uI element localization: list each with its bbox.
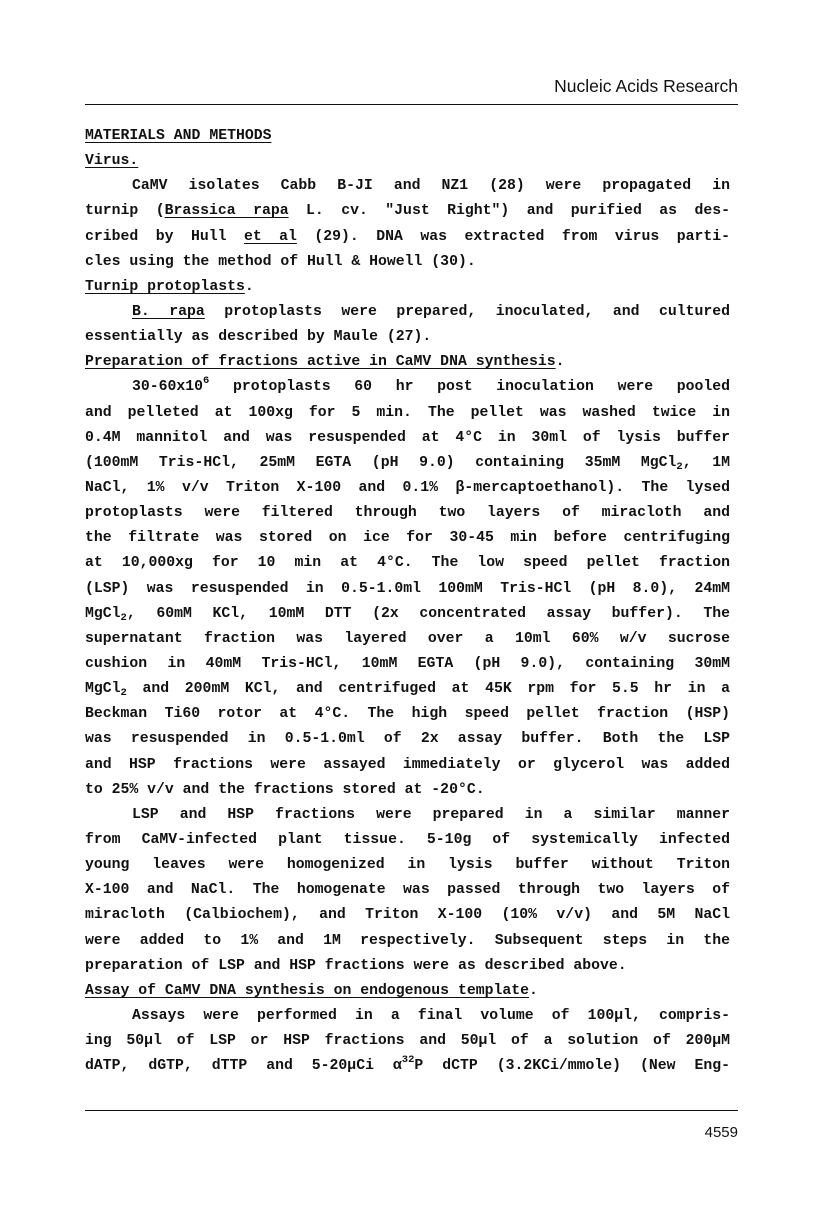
fractions-line-5: NaCl, 1% v/v Triton X-100 and 0.1% β-mercaptoethanol). The lysed: [85, 479, 730, 496]
fractions-line-8: at 10,000xg for 10 min at 4°C. The low speed pellet fraction: [85, 555, 730, 572]
virus-line-1: CaMV isolates Cabb B-JI and NZ1 (28) were propagated in: [132, 178, 730, 195]
fractions-line-6: protoplasts were filtered through two layers of miracloth and: [85, 505, 730, 522]
fractions-line-10: MgCl$_2$, 60mM KCl, 10mM DTT (2x concentrated assay buffer). The: [85, 605, 730, 624]
fractions-p2-line-1: LSP and HSP fractions were prepared in a similar manner: [132, 806, 730, 823]
fractions-line-16: and HSP fractions were assayed immediately or glycerol was added: [85, 756, 730, 773]
fractions-p2-line-7: preparation of LSP and HSP fractions were as described above.: [85, 957, 627, 974]
et-al: et al: [243, 228, 297, 245]
fractions-line-14: Beckman Ti60 rotor at 4°C. The high speed pellet fraction (HSP): [85, 706, 730, 723]
virus-heading: Virus.: [85, 153, 139, 170]
virus-line-4: cles using the method of Hull & Howell (30).: [85, 253, 476, 270]
section-title: MATERIALS AND METHODS: [85, 128, 272, 144]
fractions-p2-line-3: young leaves were homogenized in lysis buffer without Triton: [85, 857, 730, 874]
journal-title: Nucleic Acids Research: [554, 76, 738, 96]
protoplasts-line-1: B. rapa protoplasts were prepared, inoculated, and cultured: [132, 303, 730, 320]
species-abbrev: B. rapa: [132, 303, 205, 320]
fractions-line-11: supernatant fraction was layered over a 10ml 60% w/v sucrose: [85, 630, 730, 647]
page-number: 4559: [704, 1124, 738, 1141]
fractions-line-17: to 25% v/v and the fractions stored at -20°C.: [85, 781, 485, 798]
assay-line-1: Assays were performed in a final volume of 100µl, compris-: [132, 1007, 730, 1024]
fractions-line-12: cushion in 40mM Tris-HCl, 10mM EGTA (pH 9.0), containing 30mM: [85, 655, 730, 672]
fractions-line-9: (LSP) was resuspended in 0.5-1.0ml 100mM Tris-HCl (pH 8.0), 24mM: [85, 580, 730, 597]
assay-heading: Assay of CaMV DNA synthesis on endogenous template: [85, 982, 529, 999]
fractions-p2-line-6: were added to 1% and 1M respectively. Subsequent steps in the: [85, 932, 730, 949]
virus-line-3: cribed by Hull et al (29). DNA was extracted from virus parti-: [85, 228, 730, 245]
virus-line-2: turnip (Brassica rapa L. cv. "Just Right") and purified as des-: [85, 203, 730, 220]
fractions-p2-line-2: from CaMV-infected plant tissue. 5-10g of systemically infected: [85, 831, 730, 848]
fractions-line-2: and pelleted at 100xg for 5 min. The pellet was washed twice in: [85, 404, 730, 421]
protoplasts-line-2: essentially as described by Maule (27).: [85, 329, 432, 346]
fractions-p2-line-4: X-100 and NaCl. The homogenate was passed through two layers of: [85, 882, 730, 899]
footer-rule: [85, 1110, 738, 1111]
fractions-line-13: MgCl$_2$ and 200mM KCl, and centrifuged at 45K rpm for 5.5 hr in a: [85, 681, 730, 700]
article-body: MATERIALS AND METHODS Virus. CaMV isolates Cabb B-JI and NZ1 (28) were propagated in turnip (Brassica rapa L. cv. "Just Right") and purified as des- cribed by Hull et al (29). DNA was extracted from virus parti- cles using the method of Hull & Howell (30). Turnip protoplasts. B. rapa protoplasts were prepared, inoculated, and cultured essentially as described by Maule (27). Preparation of fractions active in CaMV DNA synthesis. $30-60x10^6$ protoplasts 60 hr post inoculation were pooled and pelleted at 100xg for 5 min. The pellet was washed twice in 0.4M mannitol and was resuspended at 4°C in 30ml of lysis buffer (100mM Tris-HCl, 25mM EGTA (pH 9.0) containing 35mM MgCl$_2$, 1M NaCl, 1% v/v Triton X-100 and 0.1% β-mercaptoethanol). The lysed protoplasts were filtered through two layers of miracloth and the filtrate was stored on ice for 30-45 min before centrifuging at 10,000xg for 10 min at 4°C. The low speed pellet fraction (LSP) was resuspended in 0.5-1.0ml 100mM Tris-HCl (pH 8.0), 24mM MgCl$_2$, 60mM KCl, 10mM DTT (2x concentrated assay buffer). The supernatant fraction was layered over a 10ml 60% w/v sucrose cushion in 40mM Tris-HCl, 10mM EGTA (pH 9.0), containing 30mM MgCl$_2$ and 200mM KCl, and centrifuged at 45K rpm for 5.5 hr in a Beckman Ti60 rotor at 4°C. The high speed pellet fraction (HSP) was resuspended in 0.5-1.0ml of 2x assay buffer. Both the LSP and HSP fractions were assayed immediately or glycerol was added to 25% v/v and the fractions stored at -20°C. LSP and HSP fractions were prepared in a similar manner from CaMV-infected plant tissue. 5-10g of systemically infected young leaves were homogenized in lysis buffer without Triton X-100 and NaCl. The homogenate was passed through two layers of miracloth (Calbiochem), and Triton X-100 (10% v/v) and 5M NaCl were added to 1% and 1M respectively. Subsequent steps in the preparation of LSP and HSP fractions were as described above. Assay of CaMV DNA synthesis on endogenous template. Assays were performed in a final volume of 100µl, compris- ing 50µl of LSP or HSP fractions and 50µl of a solution of 200µM dATP, dGTP, dTTP and 5-20µCi $\alpha^{32}P$ dCTP (3.2KCi/mmole) (New Eng-: [85, 124, 730, 1079]
assay-line-2: ing 50µl of LSP or HSP fractions and 50µl of a solution of 200µM: [85, 1033, 730, 1050]
assay-line-3: dATP, dGTP, dTTP and 5-20µCi $\alpha^{32}P$ dCTP (3.2KCi/mmole) (New Eng-: [85, 1054, 730, 1075]
species-name: Brassica rapa: [164, 203, 289, 220]
protoplasts-heading: Turnip protoplasts: [85, 278, 245, 295]
fractions-line-4: (100mM Tris-HCl, 25mM EGTA (pH 9.0) containing 35mM MgCl$_2$, 1M: [85, 454, 730, 473]
fractions-heading: Preparation of fractions active in CaMV DNA synthesis: [85, 354, 556, 371]
fractions-line-1: $30-60x10^6$ protoplasts 60 hr post inoculation were pooled: [132, 375, 730, 396]
fractions-line-15: was resuspended in 0.5-1.0ml of 2x assay buffer. Both the LSP: [85, 731, 730, 748]
fractions-p2-line-5: miracloth (Calbiochem), and Triton X-100 (10% v/v) and 5M NaCl: [85, 907, 730, 924]
header-rule: [85, 104, 738, 105]
fractions-line-7: the filtrate was stored on ice for 30-45 min before centrifuging: [85, 530, 730, 547]
fractions-line-3: 0.4M mannitol and was resuspended at 4°C in 30ml of lysis buffer: [85, 429, 730, 446]
